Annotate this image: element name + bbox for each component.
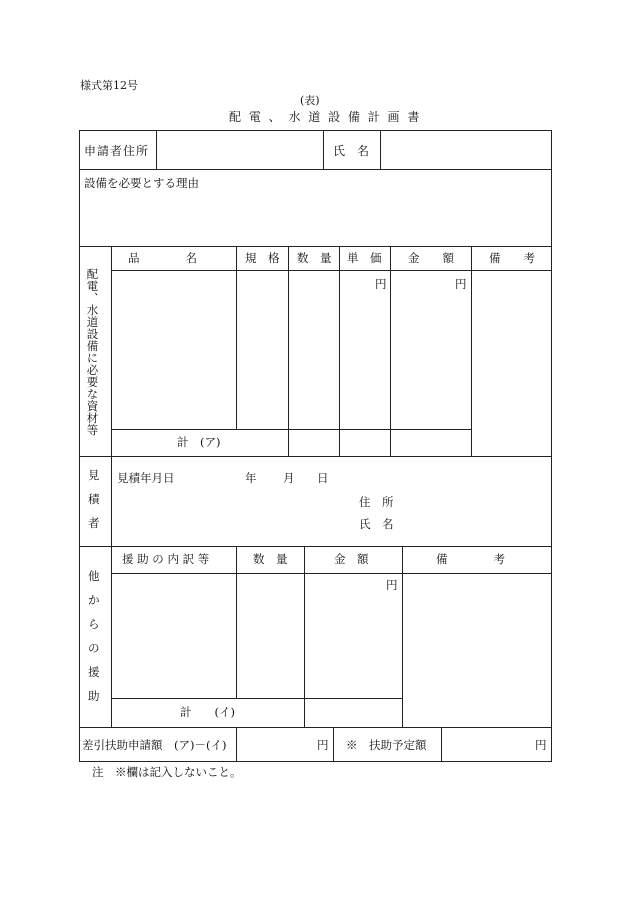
col-header-unit-price: 単 価: [347, 251, 382, 265]
col-line: [441, 727, 442, 762]
col-line: [402, 546, 403, 727]
row-line: [111, 698, 402, 699]
side-char: 見: [88, 468, 100, 482]
aid-col-header-quantity: 数 量: [253, 552, 288, 566]
deduction-field[interactable]: [237, 728, 332, 761]
col-header-quantity: 数 量: [297, 251, 332, 265]
side-char: 援: [88, 665, 100, 679]
unit-price-yen: 円: [375, 277, 387, 291]
form-number: 様式第12号: [80, 79, 138, 92]
row-line: [111, 429, 471, 430]
materials-side-label: 配電、水道設備に必要な資材等: [85, 268, 100, 436]
side-char: 者: [88, 516, 100, 530]
estimator-entry-area[interactable]: [400, 488, 550, 538]
side-char: 助: [88, 689, 100, 703]
page-title: 配 電 、 水 道 設 備 計 画 書: [229, 110, 422, 124]
deduction-yen: 円: [317, 738, 329, 752]
applicant-address-label: 申請者住所: [84, 144, 150, 158]
row-line: [79, 246, 552, 247]
aid-col-header-remarks: 備 考: [436, 552, 505, 566]
scheduled-aid-yen: 円: [535, 738, 547, 752]
aid-total-label: 計 (イ): [180, 705, 235, 719]
col-line: [323, 130, 324, 169]
reason-field[interactable]: [80, 192, 551, 245]
month-label: 月: [283, 471, 295, 485]
footnote: 注 ※欄は記入しないこと。: [92, 765, 242, 779]
amount-yen: 円: [455, 277, 467, 291]
col-line: [333, 727, 334, 762]
row-line: [79, 456, 552, 457]
side-char: ら: [88, 617, 100, 631]
side-char: 積: [88, 492, 100, 506]
aid-col-header-breakdown: 援 助 の 内 訳 等: [122, 552, 210, 566]
year-label: 年: [245, 471, 257, 485]
applicant-name-label: 氏 名: [333, 144, 370, 158]
estimator-name-label: 氏 名: [359, 517, 394, 531]
deduction-label: 差引扶助申請額 (ア)－(イ): [82, 738, 227, 752]
aid-side-label: [88, 571, 100, 715]
materials-entry-area[interactable]: [112, 271, 470, 428]
col-header-remarks: 備 考: [489, 251, 535, 265]
scheduled-aid-label: ※ 扶助予定額: [346, 738, 427, 752]
col-header-amount: 金 額: [408, 251, 454, 265]
materials-total-label: 計 (ア): [177, 435, 221, 449]
applicant-name-field[interactable]: [381, 131, 551, 168]
reason-label: 設備を必要とする理由: [84, 176, 199, 190]
row-line: [79, 546, 552, 547]
aid-entry-area[interactable]: [112, 574, 401, 697]
day-label: 日: [317, 471, 329, 485]
col-header-item-name: 品 名: [128, 251, 197, 265]
applicant-address-field[interactable]: [157, 131, 322, 168]
col-line: [471, 246, 472, 456]
aid-amount-yen: 円: [386, 578, 398, 592]
col-line: [111, 456, 112, 546]
row-line: [79, 169, 552, 170]
estimate-date-label: 見積年月日: [117, 471, 175, 485]
side-char: の: [88, 641, 100, 655]
col-header-spec: 規 格: [245, 251, 280, 265]
side-char: 他: [88, 569, 100, 583]
estimator-address-label: 住 所: [359, 495, 394, 509]
estimator-side-label: [88, 470, 100, 542]
side-char: か: [88, 593, 100, 607]
aid-col-header-amount: 金 額: [334, 552, 369, 566]
form-subtitle: (表): [300, 94, 320, 107]
